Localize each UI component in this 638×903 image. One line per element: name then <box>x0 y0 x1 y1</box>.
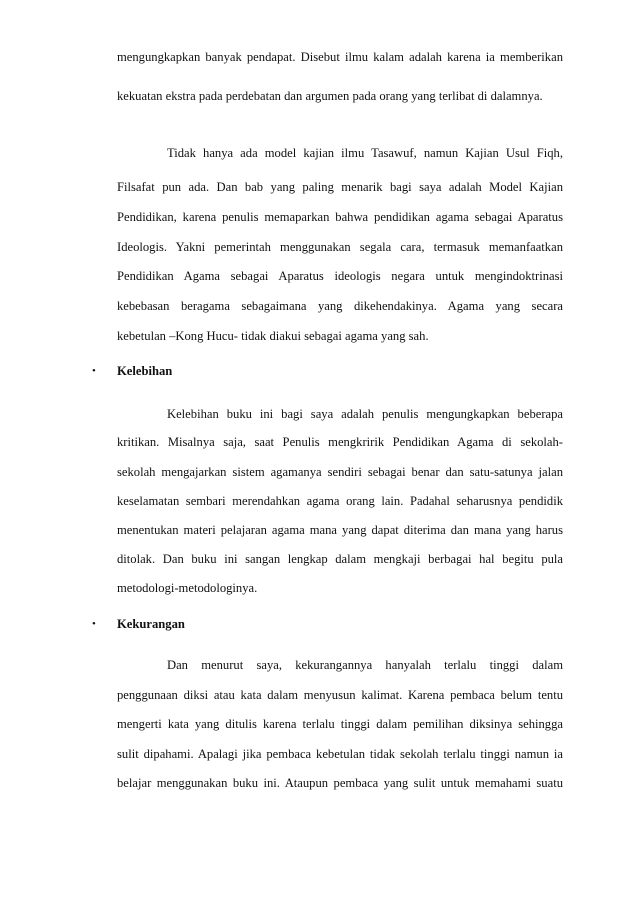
text-line: belajar menggunakan buku ini. Ataupun pembaca yang sulit untuk memahami suatu <box>117 776 563 790</box>
bullet-icon: • <box>92 365 96 377</box>
text-line: metodologi-metodologinya. <box>117 581 258 595</box>
text-line: Pendidikan Agama sebagai Aparatus ideologis negara untuk mengindoktrinasi <box>117 269 563 283</box>
text-line: menentukan materi pelajaran agama mana yang dapat diterima dan mana yang harus <box>117 523 563 537</box>
text-line: keselamatan sembari merendahkan agama orang lain. Padahal seharusnya pendidik <box>117 494 563 508</box>
section-heading: Kekurangan <box>117 617 185 631</box>
text-line: kritikan. Misalnya saja, saat Penulis mengkririk Pendidikan Agama di sekolah- <box>117 435 563 449</box>
section-heading: Kelebihan <box>117 364 173 378</box>
text-line: kebetulan –Kong Hucu- tidak diakui sebagai agama yang sah. <box>117 329 429 343</box>
text-line: Ideologis. Yakni pemerintah menggunakan segala cara, termasuk memanfaatkan <box>117 240 563 254</box>
text-line: ditolak. Dan buku ini sangan lengkap dalam mengkaji berbagai hal begitu pula <box>117 552 563 566</box>
text-line: kekuatan ekstra pada perdebatan dan argumen pada orang yang terlibat di dalamnya. <box>117 89 543 103</box>
text-line: Dan menurut saya, kekurangannya hanyalah terlalu tinggi dalam <box>167 658 563 672</box>
text-line: Filsafat pun ada. Dan bab yang paling menarik bagi saya adalah Model Kajian <box>117 180 563 194</box>
bullet-icon: • <box>92 618 96 630</box>
text-line: kebebasan beragama sebagaimana yang dikehendakinya. Agama yang secara <box>117 299 563 313</box>
text-line: mengerti kata yang ditulis karena terlalu tinggi dalam pemilihan diksinya sehingga <box>117 717 563 731</box>
text-line: Pendidikan, karena penulis memaparkan bahwa pendidikan agama sebagai Aparatus <box>117 210 563 224</box>
text-line: mengungkapkan banyak pendapat. Disebut ilmu kalam adalah karena ia memberikan <box>117 50 563 64</box>
text-line: Tidak hanya ada model kajian ilmu Tasawuf, namun Kajian Usul Fiqh, <box>167 146 563 160</box>
text-line: sekolah mengajarkan sistem agamanya sendiri sebagai benar dan satu-satunya jalan <box>117 465 563 479</box>
text-line: penggunaan diksi atau kata dalam menyusun kalimat. Karena pembaca belum tentu <box>117 688 563 702</box>
text-line: sulit dipahami. Apalagi jika pembaca kebetulan tidak sekolah terlalu tinggi namun ia <box>117 747 563 761</box>
text-line: Kelebihan buku ini bagi saya adalah penulis mengungkapkan beberapa <box>167 407 563 421</box>
